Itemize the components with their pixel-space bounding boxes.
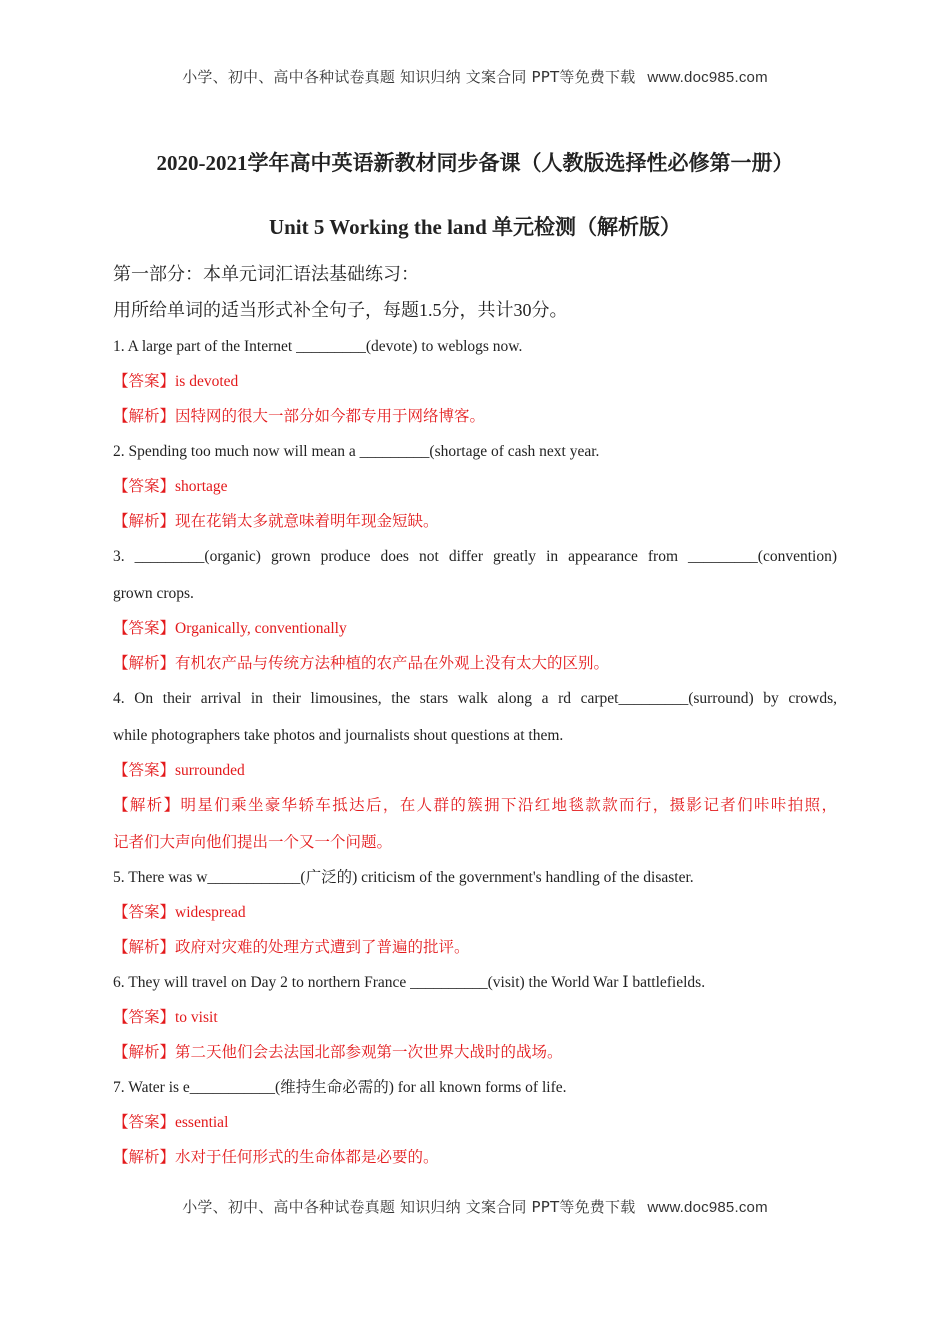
analysis-2: 【解析】现在花销太多就意味着明年现金短缺。	[113, 513, 439, 530]
question-3-line-1: 3. _________(organic) grown produce does not differ greatly in appearance from _________(convention)	[113, 548, 837, 565]
analysis-4-line-1: 【解析】明星们乘坐豪华轿车抵达后，在人群的簇拥下沿红地毯款款而行，摄影记者们咔咔拍照，	[113, 797, 837, 814]
question-6: 6. They will travel on Day 2 to northern France __________(visit) the World War Ⅰ battlefields.	[113, 974, 706, 991]
analysis-4-line-2: 记者们大声向他们提出一个又一个问题。	[113, 834, 393, 851]
analysis-3: 【解析】有机农产品与传统方法种植的农产品在外观上没有太大的区别。	[113, 655, 610, 672]
document-title: 2020-2021学年高中英语新教材同步备课（人教版选择性必修第一册）	[156, 151, 794, 175]
question-2: 2. Spending too much now will mean a _________(shortage of cash next year.	[113, 443, 600, 460]
answer-1: 【答案】is devoted	[113, 373, 239, 390]
header-text: 小学、初中、高中各种试卷真题 知识归纳 文案合同 PPT等免费下载	[182, 68, 636, 86]
document-subtitle: Unit 5 Working the land 单元检测（解析版）	[268, 215, 682, 239]
header-site-link[interactable]: www.doc985.com	[647, 69, 768, 86]
analysis-7: 【解析】水对于任何形式的生命体都是必要的。	[113, 1149, 439, 1166]
analysis-1: 【解析】因特网的很大一部分如今都专用于网络博客。	[113, 408, 486, 425]
answer-6: 【答案】to visit	[113, 1009, 218, 1026]
analysis-5: 【解析】政府对灾难的处理方式遭到了普遍的批评。	[113, 939, 470, 956]
document-body	[113, 262, 837, 1168]
question-4-line-2: while photographers take photos and journalists shout questions at them.	[113, 727, 564, 744]
question-5: 5. There was w____________(广泛的) criticism of the government's handling of the disaster.	[113, 869, 694, 886]
page-footer	[0, 1196, 950, 1217]
answer-7: 【答案】essential	[113, 1114, 229, 1131]
question-1: 1. A large part of the Internet _________(devote) to weblogs now.	[113, 338, 523, 355]
question-4-line-1: 4. On their arrival in their limousines, the stars walk along a rd carpet_________(surround) by crowds,	[113, 690, 837, 707]
answer-5: 【答案】widespread	[113, 904, 246, 921]
answer-4: 【答案】surrounded	[113, 762, 245, 779]
section-heading: 第一部分：本单元词汇语法基础练习：	[113, 264, 419, 284]
question-7: 7. Water is e___________(维持生命必需的) for all known forms of life.	[113, 1079, 567, 1096]
page-header	[0, 66, 950, 87]
section-instruction: 用所给单词的适当形式补全句子，每题1.5分，共计30分。	[113, 300, 568, 320]
question-3-line-2: grown crops.	[113, 585, 194, 602]
answer-2: 【答案】shortage	[113, 478, 228, 495]
footer-site-link[interactable]: www.doc985.com	[647, 1199, 768, 1216]
footer-text: 小学、初中、高中各种试卷真题 知识归纳 文案合同 PPT等免费下载	[182, 1198, 636, 1216]
analysis-6: 【解析】第二天他们会去法国北部参观第一次世界大战时的战场。	[113, 1044, 563, 1061]
answer-3: 【答案】Organically, conventionally	[113, 620, 347, 637]
